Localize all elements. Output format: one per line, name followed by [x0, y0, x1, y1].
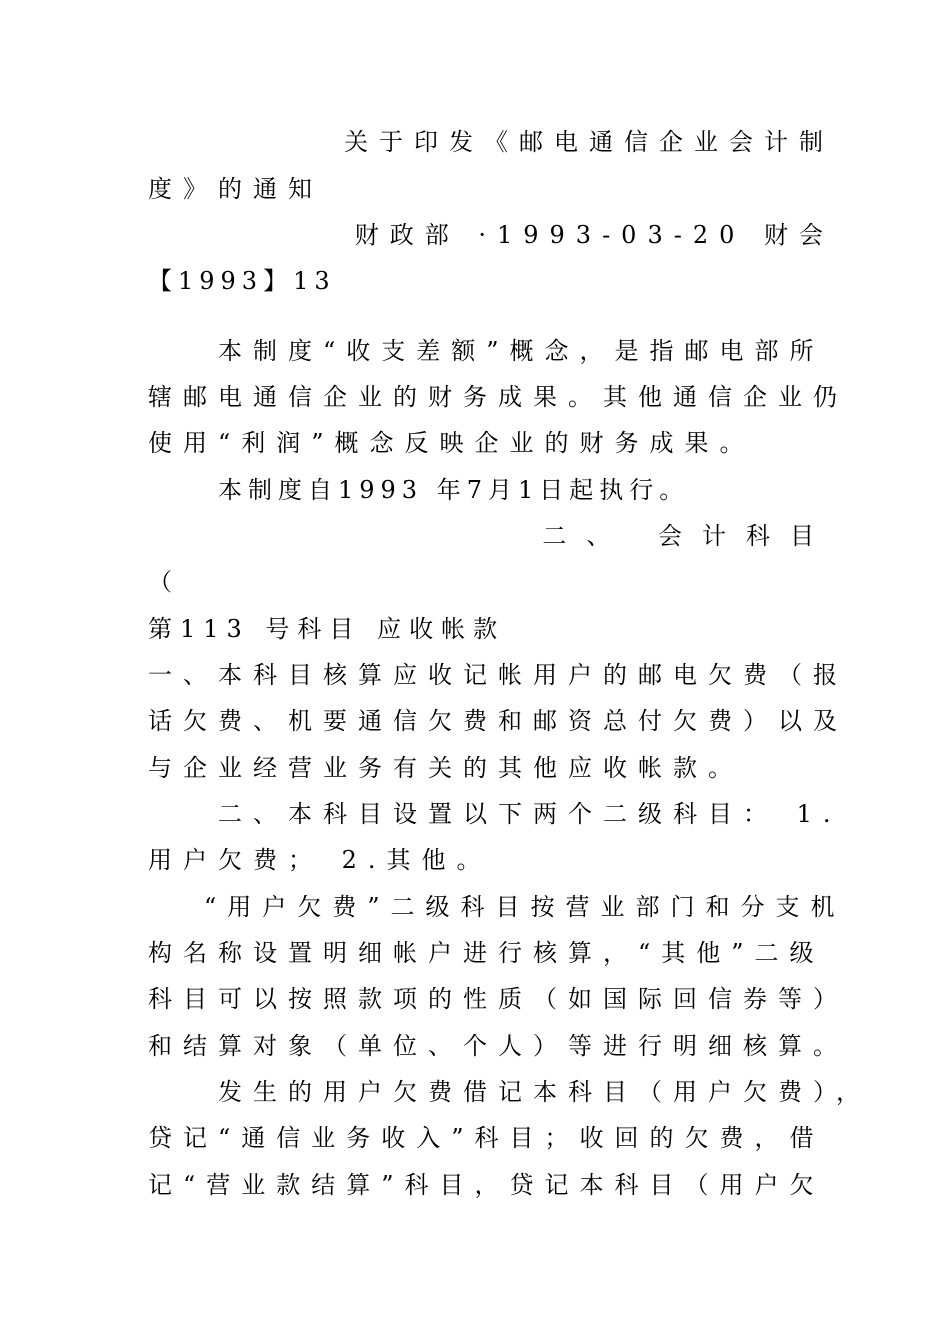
item-1-line-1: 一、本科目核算应收记帐用户的邮电欠费（报 [148, 661, 848, 689]
subject-heading: 第113 号科目 应收帐款 [148, 615, 506, 643]
paragraph-4-line-1: 发生的用户欠费借记本科目（用户欠费）， [218, 1078, 871, 1106]
title-line-1: 关于印发《邮电通信企业会计制 [344, 128, 834, 156]
paragraph-3-line-1: “用户欠费”二级科目按营业部门和分支机 [204, 893, 846, 921]
source-line-1: 财政部 ·1993-03-20 财会 [354, 221, 834, 249]
paragraph-4-line-3: 记“营业款结算”科目，贷记本科目（用户欠 [148, 1171, 825, 1199]
item-1-line-3: 与企业经营业务有关的其他应收帐款。 [148, 754, 743, 782]
section-heading: 二、 会计科目 [542, 522, 834, 550]
paragraph-3-line-3: 科目可以按照款项的性质（如国际回信券等） [148, 985, 848, 1013]
paragraph-1-line-1: 本制度“收支差额”概念，是指邮电部所 [218, 337, 825, 365]
paragraph-4-line-2: 贷记“通信业务收入”科目；收回的欠费，借 [148, 1124, 825, 1152]
open-paren: （ [148, 568, 183, 596]
paragraph-3-line-2: 构名称设置明细帐户进行核算，“其他”二级 [148, 939, 825, 967]
paragraph-1-line-3: 使用“利润”概念反映企业的财务成果。 [148, 429, 755, 457]
item-2-line-1: 二、本科目设置以下两个二级科目： 1. [218, 800, 842, 828]
source-line-2: 【1993】13 [148, 267, 336, 295]
item-2-line-2: 用户欠费； 2.其他。 [148, 846, 492, 874]
paragraph-3-line-4: 和结算对象（单位、个人）等进行明细核算。 [148, 1032, 848, 1060]
paragraph-2: 本制度自1993 年7月1日起执行。 [218, 476, 690, 504]
item-1-line-2: 话欠费、机要通信欠费和邮资总付欠费）以及 [148, 707, 848, 735]
title-line-2: 度》的通知 [148, 175, 323, 203]
paragraph-1-line-2: 辖邮电通信企业的财务成果。其他通信企业仍 [148, 383, 848, 411]
